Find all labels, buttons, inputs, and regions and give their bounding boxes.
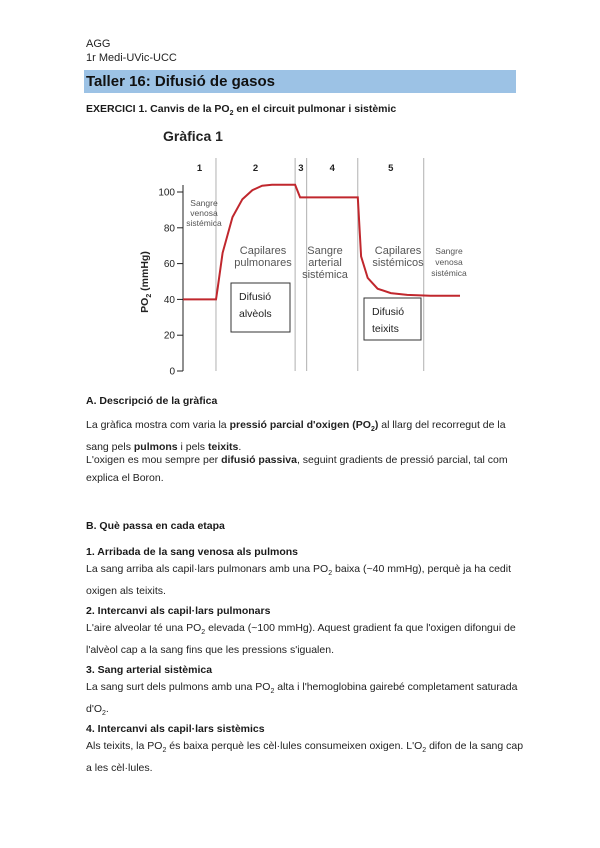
section-a-heading: A. Descripció de la gràfica (86, 395, 218, 407)
po2-curve (183, 185, 460, 300)
region-label-line: Sangre (307, 245, 343, 257)
annotation-text: Difusió (239, 291, 272, 303)
header-initials: AGG (86, 38, 111, 50)
stage-label: 2 (252, 163, 259, 174)
region-label-line: pulmonares (234, 257, 292, 269)
region-label-line: sistémica (431, 268, 467, 278)
annotation-boxes (231, 283, 421, 340)
step-1-heading: 1. Arribada de la sang venosa als pulmons (86, 546, 299, 558)
region-label-line: venosa (435, 257, 463, 267)
step-2-text: L'aire alveolar té una $PO_2$ elevada (~100 mmHg). Aquest gradient fa que l'oxigen difongui de l'alvèol cap a la sang fins que les pressions s'igualen. (86, 622, 516, 656)
stage-label: 3 (298, 163, 304, 174)
chart-title: Gràfica 1 (163, 128, 223, 144)
annotation-text: Difusió (372, 306, 405, 318)
region-label-line: Sangre (435, 246, 463, 256)
step-2-heading: 2. Intercanvi als capil·lars pulmonars (86, 605, 271, 617)
y-axis-label: $PO_2$ (mmHg) (139, 251, 153, 313)
section-a-paragraph-2: L'oxigen es mou sempre per difusió passiva, seguint gradients de pressió parcial, tal com explica el Boron. (86, 454, 508, 484)
y-tick-label: 20 (163, 330, 175, 342)
y-tick-label: 100 (158, 187, 175, 199)
y-tick-label: 0 (169, 366, 175, 378)
y-tick-label: 60 (163, 259, 175, 271)
stage-label: 1 (196, 163, 203, 174)
section-a-paragraph-1: La gràfica mostra com varia la pressió parcial d'oxigen $(PO_2)$ al llarg del recorregut de la sang pels pulmons i pels teixits. (86, 419, 506, 453)
annotation-text: alvèols (239, 308, 272, 320)
step-4-text: Als teixits, la $PO_2$ és baixa perquè les cèl·lules consumeixen oxigen. $L'O_2$ difon de la sang cap a les cèl·lules. (86, 740, 524, 774)
header-course: 1r Medi-UVic-UCC (86, 52, 177, 64)
step-3-heading: 3. Sang arterial sistèmica (86, 664, 213, 676)
region-label-line: venosa (190, 208, 218, 218)
section-b-heading: B. Què passa en cada etapa (86, 520, 225, 532)
stage-label: 4 (329, 163, 335, 174)
annotation-text: teixits (372, 323, 399, 335)
region-label-line: sistémicos (372, 257, 424, 269)
region-label-line: Sangre (190, 198, 218, 208)
stage-label: 5 (388, 163, 394, 174)
region-labels (186, 198, 467, 281)
exercise-title: EXERCICI 1. Canvis de la $PO_2$ en el circuit pulmonar i sistèmic (86, 103, 397, 118)
y-tick-label: 40 (163, 294, 175, 306)
region-label-line: arterial (308, 257, 342, 269)
step-3-text: La sang surt dels pulmons amb una $PO_2$ alta i l'hemoglobina gairebé completament saturada $d'O_2$. (86, 681, 518, 717)
region-label-line: Capilares (239, 245, 287, 257)
po2-chart (0, 0, 600, 390)
page-title: Taller 16: Difusió de gasos (86, 73, 275, 90)
step-1-text: La sang arriba als capil·lars pulmonars amb una $PO_2$ baixa (~40 mmHg), perquè ja ha cedit oxigen als teixits. (86, 563, 511, 597)
region-label-line: Capilares (374, 245, 422, 257)
region-label-line: sistémica (302, 269, 348, 281)
step-4-heading: 4. Intercanvi als capil·lars sistèmics (86, 723, 265, 735)
y-axis (158, 185, 183, 378)
region-label-line: sistémica (186, 218, 222, 228)
y-tick-label: 80 (163, 223, 175, 235)
